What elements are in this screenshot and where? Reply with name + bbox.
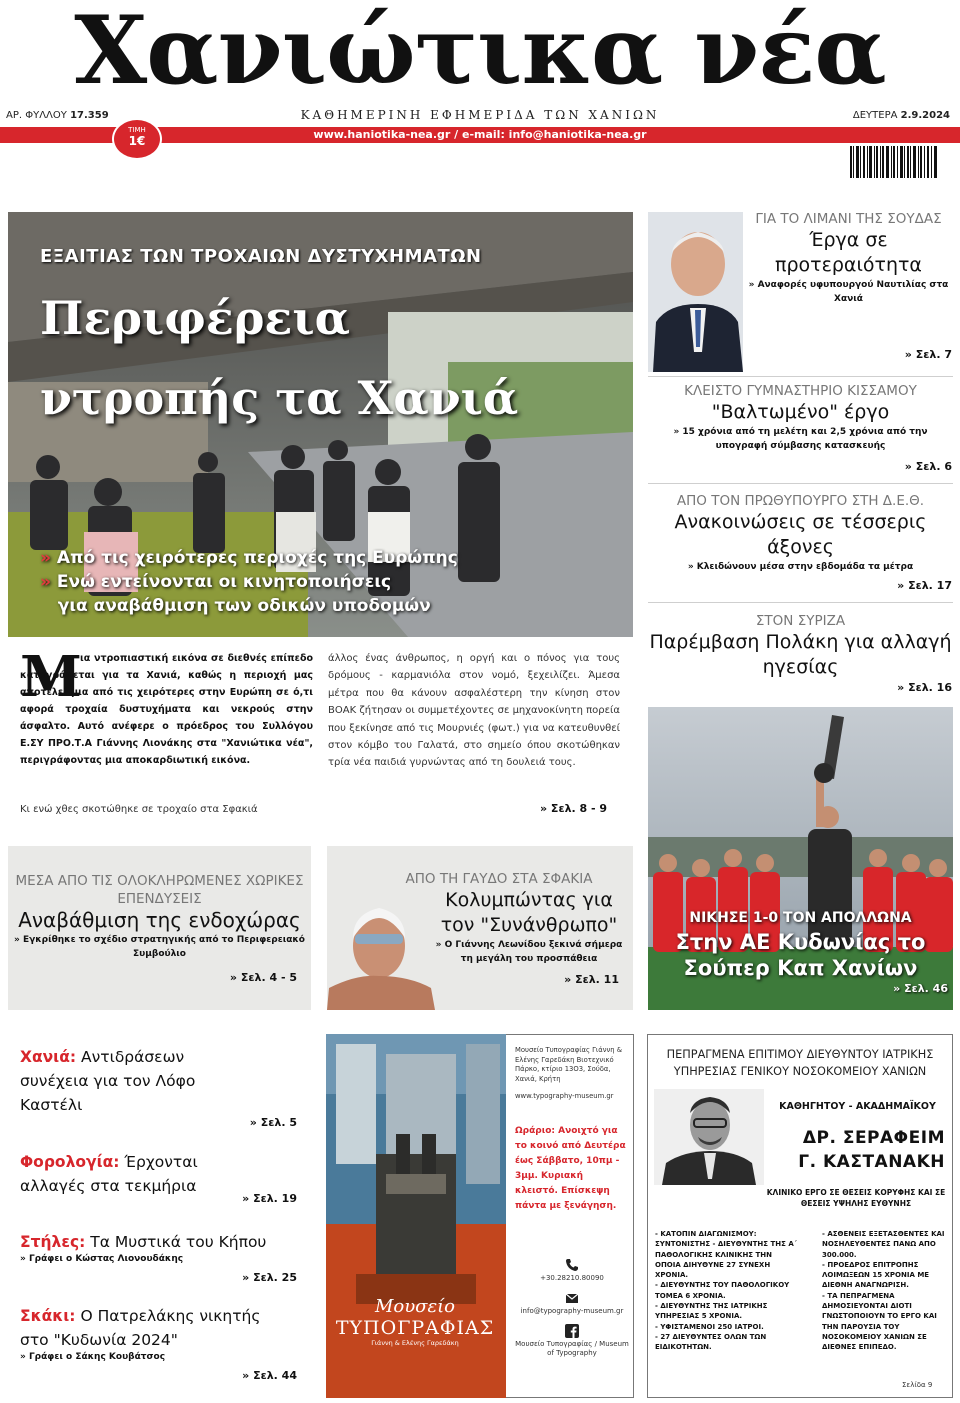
brief-label: Σκάκι: bbox=[20, 1307, 76, 1325]
lead-bullet: Από τις χειρότερες περιοχές της Ευρώπης bbox=[56, 548, 458, 568]
box-headline: Κολυμπώντας για τον "Συνάνθρωπο" bbox=[440, 889, 618, 936]
divider bbox=[648, 602, 953, 603]
issue-label: ΑΡ. ΦΥΛΛΟΥ bbox=[6, 110, 67, 121]
museum-url[interactable]: www.typography-museum.gr bbox=[515, 1092, 614, 1100]
brief-label: Φορολογία: bbox=[20, 1153, 120, 1171]
museum-contacts bbox=[515, 1250, 629, 1358]
price-badge bbox=[112, 118, 162, 160]
notice-list-right bbox=[822, 1229, 946, 1353]
teaser-sub: » 15 χρόνια από τη μελέτη και 2,5 χρόνια από την υπογραφή σύμβασης κατασκευής bbox=[673, 427, 928, 451]
teaser-page-ref[interactable]: » Σελ. 17 bbox=[897, 579, 952, 592]
issue-date bbox=[853, 110, 950, 121]
museum-email[interactable]: info@typography-museum.gr bbox=[520, 1307, 624, 1315]
museum-facebook[interactable]: Μουσείο Τυπογραφίας / Museum of Typography bbox=[515, 1340, 629, 1357]
box-page-ref[interactable]: » Σελ. 11 bbox=[564, 973, 619, 986]
box-swim-text[interactable] bbox=[370, 870, 628, 966]
museum-hours: Ωράριο: Ανοιχτό για το κοινό από Δευτέρα έως Σάββατο, 10πμ - 3μμ. Κυριακή κλειστό. Επίσκεψη πάντα με ξενάγηση. bbox=[515, 1126, 626, 1211]
lead-headline-line1: Περιφέρεια bbox=[40, 291, 351, 345]
teaser-page-ref[interactable]: » Σελ. 7 bbox=[904, 348, 952, 361]
masthead-title: Χανιώτικα νέα bbox=[74, 0, 886, 106]
divider bbox=[648, 376, 953, 377]
phone-icon bbox=[565, 1258, 579, 1272]
divider bbox=[648, 483, 953, 484]
brief-item[interactable] bbox=[20, 1045, 310, 1117]
museum-info bbox=[515, 1046, 629, 1102]
brief-sub: » Γράφει ο Κώστας Λιονουδάκης bbox=[20, 1254, 184, 1264]
box-kicker: ΜΕΣΑ ΑΠΟ ΤΙΣ ΟΛΟΚΛΗΡΩΜΕΝΕΣ ΧΩΡΙΚΕΣ ΕΠΕΝΔΥΣΕΙΣ bbox=[15, 873, 304, 907]
lead-headline[interactable] bbox=[40, 278, 620, 438]
museum-logo bbox=[330, 1296, 500, 1347]
sport-page-ref[interactable]: » Σελ. 46 bbox=[893, 982, 948, 995]
brief-text: Ο Πατρελάκης νικητής στο "Κυδωνία 2024" bbox=[20, 1307, 261, 1349]
museum-phone[interactable]: +30.28210.80090 bbox=[540, 1274, 604, 1282]
brief-item[interactable] bbox=[20, 1230, 310, 1264]
notice-rank: ΚΑΘΗΓΗΤΟΥ - ΑΚΑΔΗΜΑΪΚΟΥ bbox=[779, 1101, 936, 1112]
lead-bullet: Ενώ εντείνονται οι κινητοποιήσεις bbox=[56, 572, 392, 592]
brief-page-ref[interactable]: » Σελ. 19 bbox=[242, 1192, 297, 1205]
notice-name-line2: Γ. ΚΑΣΤΑΝΑΚΗ bbox=[798, 1152, 945, 1172]
brief-label: Στήλες: bbox=[20, 1233, 86, 1251]
lead-headline-line2: ντροπής τα Χανιά bbox=[40, 371, 519, 425]
notice-entry: - 27 ΔΙΕΥΘΥΝΤΕΣ ΟΛΩΝ ΤΩΝ ΕΙΔΙΚΟΤΗΤΩΝ. bbox=[655, 1332, 767, 1352]
teaser-gym[interactable] bbox=[648, 382, 953, 453]
box-page-ref[interactable]: » Σελ. 4 - 5 bbox=[229, 971, 297, 984]
date-value: 2.9.2024 bbox=[900, 110, 950, 121]
brief-text: Τα Μυστικά του Κήπου bbox=[90, 1233, 267, 1251]
contact-line[interactable]: www.haniotika-nea.gr / e-mail: info@haniotika-nea.gr bbox=[313, 128, 647, 141]
box-sub: » Εγκρίθηκε το σχέδιο στρατηγικής από το Περιφερειακό Συμβούλιο bbox=[14, 935, 305, 959]
notice-title: ΠΕΠΡΑΓΜΕΝΑ ΕΠΙΤΙΜΟΥ ΔΙΕΥΘΥΝΤΟΥ ΙΑΤΡΙΚΗΣ ΥΠΗΡΕΣΙΑΣ ΓΕΝΙΚΟΥ ΝΟΣΟΚΟΜΕΙΟΥ ΧΑΝΙΩΝ bbox=[666, 1048, 934, 1078]
teaser-kicker: ΓΙΑ ΤΟ ΛΙΜΑΝΙ ΤΗΣ ΣΟΥΔΑΣ bbox=[755, 211, 942, 227]
price-value: 1€ bbox=[128, 134, 146, 148]
teaser-port-photo bbox=[648, 212, 743, 372]
lead-dropcap: M bbox=[20, 644, 82, 710]
teaser-kicker: ΑΠΟ ΤΟΝ ΠΡΩΘΥΠΟΥΡΓΟ ΣΤΗ Δ.Ε.Θ. bbox=[676, 493, 925, 509]
box-headline: Αναβάθμιση της ενδοχώρας bbox=[18, 908, 301, 932]
notice-slogan: ΚΛΙΝΙΚΟ ΕΡΓΟ ΣΕ ΘΕΣΕΙΣ ΚΟΡΥΦΗΣ ΚΑΙ ΣΕ ΘΕΣΕΙΣ ΥΨΗΛΗΣ ΕΥΘΥΝΗΣ bbox=[766, 1188, 946, 1208]
notice-entry: - ΥΦΙΣΤΑΜΕΝΟΙ 250 ΙΑΤΡΟΙ. bbox=[655, 1322, 764, 1331]
teaser-port[interactable] bbox=[746, 210, 951, 306]
issue-value: 17.359 bbox=[70, 110, 109, 121]
box-kicker: ΑΠΟ ΤΗ ΓΑΥΔΟ ΣΤΑ ΣΦΑΚΙΑ bbox=[405, 871, 593, 887]
notice-name bbox=[770, 1126, 945, 1174]
teaser-pm[interactable] bbox=[648, 492, 953, 574]
box-investments-text[interactable] bbox=[14, 872, 305, 961]
issue-number bbox=[6, 110, 109, 121]
notice-entry: - ΠΡΟΕΔΡΟΣ ΕΠΙΤΡΟΠΗΣ ΛΟΙΜΩΞΕΩΝ 15 ΧΡΟΝΙΑ ΜΕ ΔΙΕΘΝΗ ΑΝΑΓΝΩΡΙΣΗ. bbox=[822, 1260, 930, 1290]
teaser-page-ref[interactable]: » Σελ. 16 bbox=[897, 681, 952, 694]
sport-kicker: ΝΙΚΗΣΕ 1-0 ΤΟΝ ΑΠΟΛΛΩΝΑ bbox=[689, 910, 912, 926]
date-label: ΔΕΥΤΕΡΑ bbox=[852, 110, 898, 121]
lead-body-column: άλλος ένας άνθρωπος, η οργή και ο πόνος για τους δρόμους - καρμανιόλα στον νομό, ξεχειλίζει. Άμεσα μέτρα που θα κάνουν ασφαλέστερη την κίνηση στον ΒΟΑΚ ζήτησαν οι συμμετέχοντες σε μηχανοκίνητη πορεία που ξεκίνησε από τις Μουρνιές (φωτ.) για να κατευθυνθεί στον κόμβο του Γαλατά, στο σημείο όπου σκοτώθηκαν τρία νέα παιδιά γυρνώντας από τη δουλειά τους. bbox=[328, 653, 620, 769]
brief-page-ref[interactable]: » Σελ. 5 bbox=[249, 1116, 297, 1129]
notice-entry: - ΔΙΕΥΘΥΝΤΗΣ ΤΗΣ ΙΑΤΡΙΚΗΣ ΥΠΗΡΕΣΙΑΣ 5 ΧΡΟΝΙΑ. bbox=[655, 1302, 768, 1321]
lead-bullets: » Από τις χειρότερες περιοχές της Ευρώπης » Ενώ εντείνονται οι κινητοποιήσεις για αναβάθμιση των οδικών υποδομών bbox=[40, 548, 458, 616]
sport-headline[interactable]: Στην ΑΕ Κυδωνίας το Σούπερ Καπ Χανίων bbox=[675, 930, 926, 980]
notice-entry: - ΔΙΕΥΘΥΝΤΗΣ ΤΟΥ ΠΑΘΟΛΟΓΙΚΟΥ ΤΟΜΕΑ 6 ΧΡΟΝΙΑ. bbox=[655, 1281, 790, 1300]
teaser-kicker: ΚΛΕΙΣΤΟ ΓΥΜΝΑΣΤΗΡΙΟ ΚΙΣΣΑΜΟΥ bbox=[684, 383, 917, 399]
facebook-icon bbox=[565, 1324, 579, 1338]
teaser-kicker: ΣΤΟΝ ΣΥΡΙΖΑ bbox=[755, 613, 846, 629]
brief-label: Χανιά: bbox=[20, 1048, 77, 1066]
notice-name-line1: ΔΡ. ΣΕΡΑΦΕΙΜ bbox=[802, 1128, 945, 1148]
brief-page-ref[interactable]: » Σελ. 44 bbox=[242, 1369, 297, 1382]
teaser-headline: Παρέμβαση Πολάκη για αλλαγή ηγεσίας bbox=[649, 631, 952, 678]
brief-text: Έρχονται αλλαγές στα τεκμήρια bbox=[20, 1153, 198, 1195]
notice-entry: - ΤΑ ΠΕΠΡΑΓΜΕΝΑ ΔΗΜΟΣΙΕΥΟΝΤΑΙ ΔΙΟΤΙ ΓΝΩΣΤΟΠΟΙΟΥΝ ΤΟ ΕΡΓΟ ΚΑΙ ΤΗΝ ΠΑΡΟΥΣΙΑ ΤΟΥ ΝΟΣΟΚΟΜΕΙΟΥ ΧΑΝΙΩΝ ΣΕ ΔΙΕΘΝΕΣ ΕΠΙΠΕΔΟ. bbox=[822, 1291, 937, 1352]
doctor-photo bbox=[654, 1089, 764, 1185]
price-label: ΤΙΜΗ bbox=[128, 126, 146, 134]
notice-footer: Σελίδα 9 bbox=[902, 1381, 933, 1389]
teaser-headline: Έργα σε προτεραιότητα bbox=[775, 229, 922, 276]
notice-entry: - ΑΣΘΕΝΕΙΣ ΕΞΕΤΑΣΘΕΝΤΕΣ ΚΑΙ ΝΟΣΗΛΕΥΘΕΝΤΕΣ ΠΑΝΩ ΑΠΟ 300.000. bbox=[822, 1230, 945, 1259]
teaser-syriza[interactable] bbox=[648, 612, 953, 680]
notice-list-left bbox=[655, 1229, 800, 1353]
museum-logo-name: ΤΥΠΟΓΡΑΦΙΑΣ bbox=[335, 1317, 495, 1339]
museum-address: Μουσείο Τυπογραφίας Γιάννη & Ελένης Γαρεδάκη Βιοτεχνικό Πάρκο, κτίριο 13Ο3, Σούδα, Χανιά, Κρήτη bbox=[515, 1046, 623, 1083]
lead-page-ref[interactable]: » Σελ. 8 - 9 bbox=[540, 802, 608, 815]
masthead-subtitle: ΚΑΘΗΜΕΡΙΝΗ ΕΦΗΜΕΡΙΔΑ ΤΩΝ ΧΑΝΙΩΝ bbox=[300, 108, 660, 122]
barcode-icon bbox=[848, 146, 940, 186]
teaser-sub: » Αναφορές υφυπουργού Ναυτιλίας στα Χανιά bbox=[748, 280, 949, 304]
brief-item[interactable] bbox=[20, 1304, 310, 1362]
lead-bullet: για αναβάθμιση των οδικών υποδομών bbox=[57, 596, 431, 616]
lead-intro-text: ια ντροπιαστική εικόνα σε διεθνές επίπεδο καταγράφεται για τα Χανιά, καθώς η περιοχή μας αποτελεί μια από τις χειρότερες στην Ευρώπη σε ό,τι αφορά τροχαία δυστυχήματα και νεκρούς στην άσφαλτο. Αυτό ανέφερε ο πρόεδρος του Συλλόγου Ε.ΣΥ ΠΡΟ.Τ.Α Γιάννης Λιονάκης στα "Χανιώτικα νέα", περιγράφοντας μια αποκαρδιωτική εικόνα. bbox=[20, 653, 313, 766]
notice-entry: - ΚΑΤΟΠΙΝ ΔΙΑΓΩΝΙΣΜΟΥ: ΣΥΝΤΟΝΙΣΤΗΣ - ΔΙΕΥΘΥΝΤΗΣ ΤΗΣ Α΄ ΠΑΘΟΛΟΓΙΚΗΣ ΚΛΙΝΙΚΗΣ ΤΗΝ ΟΠΟΙΑ ΔΙΗΥΘΥΝΕ 27 ΣΥΝΕΧΗ ΧΡΟΝΙΑ. bbox=[655, 1230, 797, 1280]
teaser-page-ref[interactable]: » Σελ. 6 bbox=[904, 460, 952, 473]
brief-text: Αντιδράσεων συνέχεια για τον Λόφο Καστέλι bbox=[20, 1048, 196, 1114]
museum-logo-script: Μουσείο bbox=[374, 1296, 456, 1317]
brief-sub: » Γράφει ο Σάκης Κουβάτσος bbox=[20, 1352, 166, 1362]
box-sub: » Ο Γιάννης Λεωνίδου ξεκινά σήμερα τη μεγάλη του προσπάθεια bbox=[435, 940, 623, 964]
museum-logo-sub: Γιάννη & Ελένης Γαρεδάκη bbox=[371, 1339, 459, 1347]
teaser-sub: » Κλειδώνουν μέσα στην εβδομάδα τα μέτρα bbox=[687, 562, 914, 572]
lead-kicker: ΕΞΑΙΤΙΑΣ ΤΩΝ ΤΡΟΧΑΙΩΝ ΔΥΣΤΥΧΗΜΑΤΩΝ bbox=[40, 246, 482, 267]
lead-intro bbox=[20, 644, 313, 769]
lead-intro-continued: Κι ενώ χθες σκοτώθηκε σε τροχαίο στα Σφακιά bbox=[20, 804, 258, 815]
brief-page-ref[interactable]: » Σελ. 25 bbox=[242, 1271, 297, 1284]
brief-item[interactable] bbox=[20, 1150, 310, 1198]
teaser-headline: Ανακοινώσεις σε τέσσερις άξονες bbox=[674, 511, 927, 558]
teaser-headline: "Βαλτωμένο" έργο bbox=[711, 401, 890, 423]
mail-icon bbox=[565, 1291, 579, 1305]
